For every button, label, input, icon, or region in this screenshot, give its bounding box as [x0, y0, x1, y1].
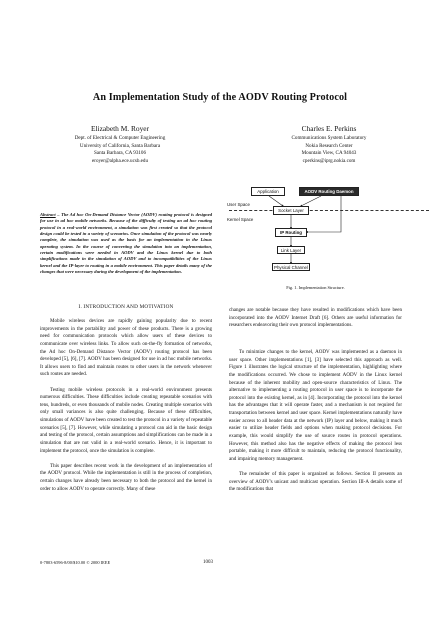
- right-column-top: [229, 307, 402, 330]
- arrow-daemon-socket: [301, 196, 321, 206]
- socket-layer-box: Socket Layer: [273, 206, 309, 215]
- author-address: Mountain View, CA 94043: [301, 150, 357, 157]
- paper-title: An Implementation Study of the AODV Routing Protocol: [92, 92, 348, 103]
- section-heading: I. INTRODUCTION AND MOTIVATION: [78, 304, 174, 310]
- paragraph: Testing mobile wireless protocols in a real-world environment presents numerous difficulties. These difficulties include creating repeatable scenarios with tens, hundreds, or even thousands of mobile nodes. Creating multiple scenarios with only small variances is also quite challenging. Because of these difficulties, simulations of AODV have been created to test the protocol in a variety of repeatable scenarios [5], [7]. However, while simulating a protocol can aid in the basic design and testing of the protocol, certain assumptions and simplifications can be made in a simulation that are not valid in a real-world scenario. Hence, it is important to implement the protocol, once the simulation is complete.: [40, 386, 213, 454]
- aodv-daemon-box: AODV Routing Daemon: [299, 187, 359, 196]
- page-number: 1003: [203, 560, 213, 565]
- author-block-1: [20, 124, 220, 165]
- figure-arrows: [229, 183, 429, 283]
- paragraph: changes are notable because they have resulted in modifications which have been incorporated into the AODV Internet Draft [6]. Others are useful information for researchers endeavoring their own protocol implementations.: [229, 307, 402, 329]
- ip-routing-box: IP Routing: [275, 228, 307, 237]
- author-email: cperkins@iprg.nokia.com: [302, 157, 356, 164]
- physical-channel-box: Physical Channel: [272, 263, 310, 271]
- user-space-label: User Space: [227, 202, 250, 207]
- author-name: Charles E. Perkins: [301, 124, 357, 133]
- author-block-2: [229, 124, 429, 165]
- application-box: Application: [251, 187, 285, 196]
- author-affiliation: Dept. of Electrical & Computer Engineering: [74, 135, 166, 141]
- author-address: Santa Barbara, CA 93106: [93, 150, 147, 157]
- paragraph: Mobile wireless devices are rapidly gaining popularity due to recent improvements in the portability and power of these products. There is a growing need for communication protocols which allow users of these devices to communicate over wireless links. To allow such on-the-fly formation of networks, the Ad hoc On-Demand Distance Vector (AODV) routing protocol has been developed [5], [6], [7]. AODV has been designed for use in ad hoc mobile networks. It allows users to find and maintain routes to other users in the network whenever such routes are needed.: [40, 318, 212, 378]
- abstract: [40, 212, 212, 275]
- paragraph: To minimize changes to the kernel, AODV was implemented as a daemon in user space. Other implementations [1], [3] have selected this approach as well. Figure 1 illustrates the logical structure of the implementation, highlighting where the modifications occurred. We chose to implement AODV in the Linux kernel because of the inherent mobility and open-source characteristics of Linux. The alternative to implementing a routing protocol in user space is to incorporate the protocol into the existing kernel, as in [4]. Incorporating the protocol into the kernel has the advantages that it will operate faster, and a mechanism is not required for transportation between kernel and user space. Kernel implementations naturally have easier access to all header data at the network (IP) layer and below, making it much easier to utilize header fields and options when making protocol decisions. For example, this would simplify the use of source routes in protocol operations. However, this method also has the negative effects of making the protocol less portable, making it more difficult to maintain, reducing the protocol functionality, and impairing memory management.: [229, 349, 402, 462]
- kernel-space-label: Kernel Space: [227, 217, 254, 222]
- author-affiliation: Nokia Research Center: [305, 142, 353, 149]
- arrow-daemon-ip: [307, 196, 341, 232]
- arrow-app-socket: [269, 196, 283, 206]
- author-name: Elizabeth M. Royer: [90, 124, 150, 133]
- abstract-lead: Abstract: [40, 212, 56, 217]
- author-affiliation: University of California, Santa Barbara: [79, 142, 161, 149]
- right-column-body: [229, 349, 402, 494]
- abstract-text: – The Ad hoc On-Demand Distance Vector (AODV) routing protocol is designed for use in ad hoc mobile networks. Because of the difficulty of testing an ad hoc routing protocol in a real-world environment, a simulation was first created so that the protocol design could be tested in a variety of scenarios. Once simulation of the protocol was nearly complete, the simulation was used as the basis for an implementation in the Linux operating system. In the course of converting the simulation into an implementation, certain modifications were needed in AODV and the Linux kernel due to both simplifications made in the simulation of AODV and to incompatibilities of the Linux kernel and the IP-layer to routing in a mobile environment. This paper details many of the changes that were necessary during the development of the implementation.: [40, 212, 212, 275]
- paragraph: This paper describes recent work in the development of an implementation of the AODV protocol. While the implementation is still in the process of completion, certain changes have already been necessary to both the protocol and the kernel in order to allow AODV to operate correctly. Many of these: [40, 462, 212, 492]
- paragraph: The remainder of this paper is organized as follows. Section II presents an overview of AODV's unicast and multicast operation. Section III-A details some of the modifications that: [229, 470, 402, 493]
- author-affiliation: Communications System Laboratory: [291, 135, 367, 141]
- figure-implementation-structure: [229, 183, 429, 293]
- left-column-body: [40, 318, 212, 493]
- link-layer-box: Link Layer: [277, 246, 305, 254]
- figure-caption: Fig. 1. Implementation Structure.: [286, 285, 345, 290]
- copyright-footer: 0-7803-6596-8/00/$10.00 © 2000 IEEE: [40, 560, 111, 565]
- author-email: eroyer@alpha.ece.ucsb.edu: [91, 157, 149, 164]
